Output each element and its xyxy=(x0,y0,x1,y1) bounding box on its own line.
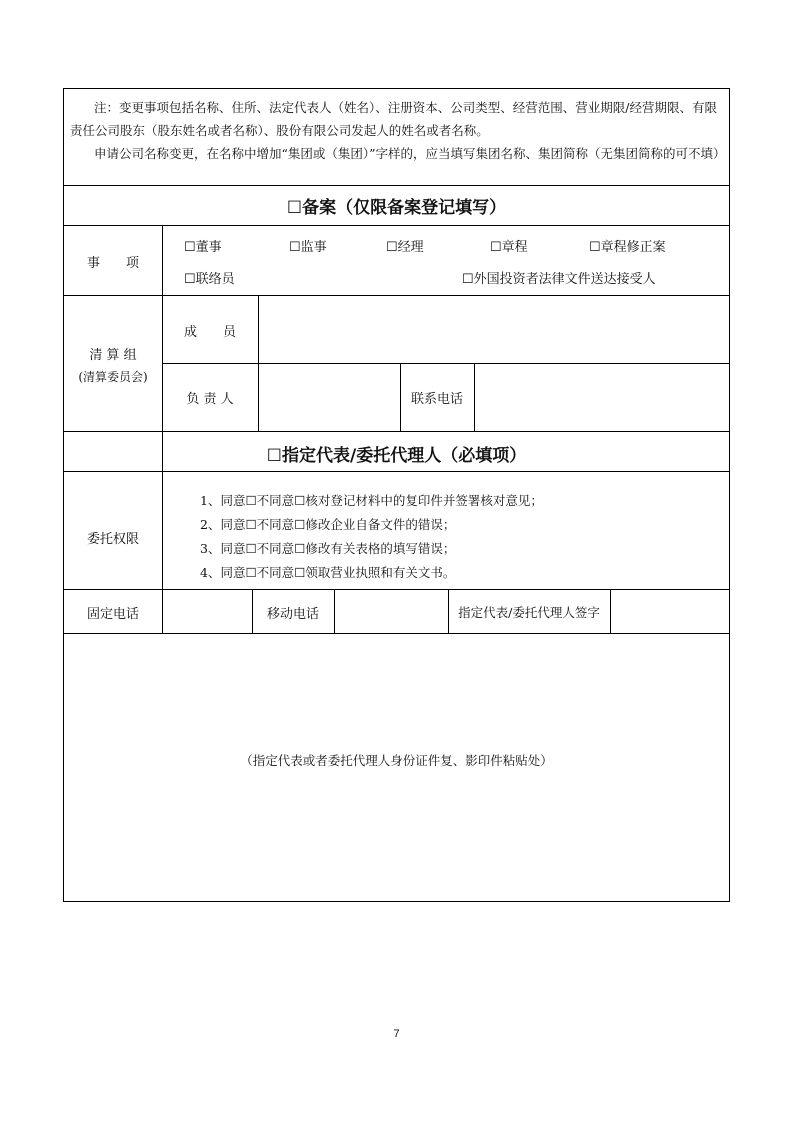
divider xyxy=(64,295,729,296)
authority-item-collect-license[interactable]: 4、同意☐不同意☐领取营业执照和有关文书。 xyxy=(200,565,456,580)
head-label: 负 责 人 xyxy=(186,392,234,407)
matters-label: 事 项 xyxy=(86,256,139,271)
divider xyxy=(64,185,729,186)
option-articles-amendment-checkbox[interactable]: ☐章程修正案 xyxy=(589,240,666,255)
page-number: 7 xyxy=(393,1028,400,1040)
note-paragraph-2: 申请公司名称变更，在名称中增加“集团或（集团）”字样的，应当填写集团名称、集团简称（无集团简称的可不填） xyxy=(94,146,726,161)
filing-section-title: ☐备案（仅限备案登记填写） xyxy=(286,198,507,218)
liquidation-group-label: 清 算 组 xyxy=(89,348,137,363)
note-paragraph-1: 注：变更事项包括名称、住所、法定代表人（姓名）、注册资本、公司类型、经营范围、营业期限/经营期限、有限责任公司股东（股东姓名或者名称）、股份有限公司发起人的姓名或者名称。 xyxy=(70,100,717,138)
mobile-label: 移动电话 xyxy=(266,607,319,622)
authority-item-verify-copies[interactable]: 1、同意☐不同意☐核对登记材料中的复印件并签署核对意见； xyxy=(200,493,543,508)
divider xyxy=(474,363,475,431)
option-liaison-checkbox[interactable]: ☐联络员 xyxy=(184,272,235,287)
authority-label: 委托权限 xyxy=(86,532,139,547)
option-supervisor-checkbox[interactable]: ☐监事 xyxy=(289,240,327,255)
landline-label: 固定电话 xyxy=(86,607,139,622)
members-label: 成 员 xyxy=(183,325,236,340)
divider xyxy=(334,589,335,633)
divider xyxy=(64,633,729,634)
divider xyxy=(162,471,163,633)
registration-form-table xyxy=(63,88,730,902)
id-copy-paste-area: （指定代表或者委托代理人身份证件复、影印件粘贴处） xyxy=(240,753,553,768)
divider xyxy=(64,225,729,226)
divider xyxy=(162,363,729,364)
option-foreign-investor-agent-checkbox[interactable]: ☐外国投资者法律文件送达接受人 xyxy=(462,272,656,287)
agent-section-title: ☐指定代表/委托代理人（必填项） xyxy=(266,446,527,466)
divider xyxy=(64,471,729,472)
notes-block xyxy=(70,96,726,165)
option-director-checkbox[interactable]: ☐董事 xyxy=(184,240,222,255)
divider xyxy=(64,431,729,432)
divider xyxy=(64,589,729,590)
signature-label: 指定代表/委托代理人签字 xyxy=(458,605,600,620)
option-articles-checkbox[interactable]: ☐章程 xyxy=(490,240,528,255)
option-manager-checkbox[interactable]: ☐经理 xyxy=(386,240,424,255)
authority-item-fix-forms[interactable]: 3、同意☐不同意☐修改有关表格的填写错误； xyxy=(200,541,456,556)
contact-phone-label: 联系电话 xyxy=(410,392,463,407)
liquidation-committee-label: (清算委员会) xyxy=(78,370,148,384)
authority-item-fix-documents[interactable]: 2、同意☐不同意☐修改企业自备文件的错误； xyxy=(200,517,456,532)
divider xyxy=(610,589,611,633)
